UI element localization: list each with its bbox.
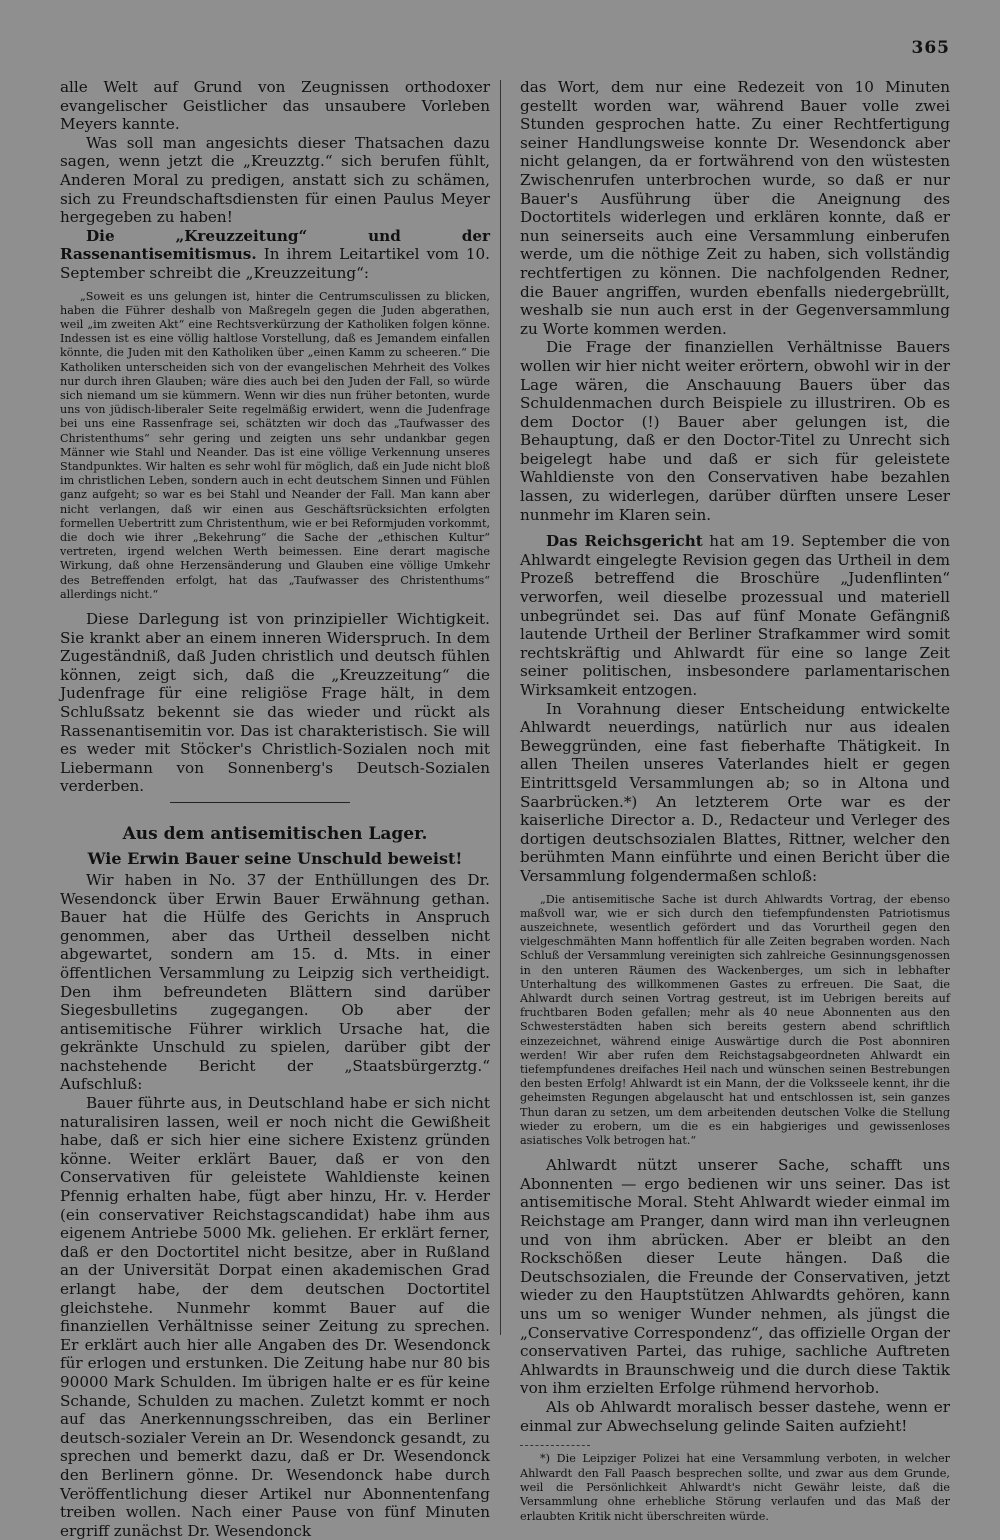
paragraph: Die Frage der finanziellen Verhältnisse Bauers wollen wir hier nicht weiter erörtern, obwohl wir in der Lage wären, die Anschauung Bauers über das Schuldenmachen durch Beispiele zu illustriren. Ob es dem Doctor (!) Bauer aber gelungen ist, die Behauptung, daß er den Doctor-Titel zu Unrecht sich beigelegt habe und daß er sich für geleistete Wahldienste von den Conservativen habe bezahlen lassen, zu widerlegen, darüber dürften unsere Leser nunmehr im Klaren sein. <box>520 338 950 524</box>
paragraph-text: In ihrem Leitartikel vom 10. September schreibt die „Kreuzzeitung“: <box>60 245 491 282</box>
block-quote: „Die antisemitische Sache ist durch Ahlwardts Vortrag, der ebenso maßvoll war, wie er sich durch den tiefempfundensten Patriotismus auszeichnete, wesentlich gefördert und das Vorurtheil gegen den vielgeschmähten Mann hoffentlich für alle Zeiten begraben worden. Nach Schluß der Versammlung vereinigten sich zahlreiche Gesinnungsgenossen in den unteren Räumen des Wackenberges, um sich in lebhafter Unterhaltung des willkommenen Gastes zu erfreuen. Die Saat, die Ahlwardt durch seinen Vortrag gestreut, ist im Uebrigen bereits auf fruchtbaren Boden gefallen; mehr als 40 neue Abonnenten aus den Schwesterstädten haben sich bereits gestern abend schriftlich einzezeichnet, während einige Auswärtige durch die Post abonniren werden! Wir aber rufen dem Reichstagsabgeordneten Ahlwardt ein tiefempfundenes dreifaches Heil nach und wünschen seinen Bestrebungen den besten Erfolg! Ahlwardt ist ein Mann, der die Volksseele kennt, ihr die geheimsten Regungen abgelauscht hat und entschlossen ist, sein ganzes Thun daran zu setzen, um dem arbeitenden deutschen Volke die Stellung wieder zu erobern, um die es ein habgieriges und gewissenloses asiatisches Volk betrogen hat.“ <box>520 892 950 1147</box>
right-column <box>520 78 950 1524</box>
footnote-divider <box>520 1445 590 1446</box>
paragraph: Ahlwardt nützt unserer Sache, schafft uns Abonnenten — ergo bedienen wir uns seiner. Das ist antisemitische Moral. Steht Ahlwardt wieder einmal im Reichstage am Pranger, dann wird man ihn verleugnen und von ihm abrücken. Aber er bleibt an den Rockschößen dieser Leute hängen. Daß die Deutschsozialen, die Freunde der Conservativen, jetzt wieder zu den Hauptstützen Ahlwardts gehören, kann uns um so weniger Wunder nehmen, als jüngst die „Conservative Correspondenz“, das offizielle Organ der conservativen Partei, das ruhige, sachliche Auftreten Ahlwardts in Braunschweig und die durch diese Taktik von ihm erzielten Erfolge rühmend hervorhob. <box>520 1156 950 1398</box>
paragraph: Diese Darlegung ist von prinzipieller Wichtigkeit. Sie krankt aber an einem inneren Widerspruch. In dem Zugeständniß, daß Juden christlich und deutsch fühlen können, zeigt sich, daß die „Kreuzzeitung“ die Judenfrage für eine religiöse Frage hält, in dem Schlußsatz bekennt sie das wieder und rückt als Rassenantisemitin vor. Das ist charakteristisch. Sie will es weder mit Stöcker's Christlich-Sozialen noch mit Liebermann von Sonnenberg's Deutsch-Sozialen verderben. <box>60 610 490 796</box>
paragraph-heading: Die „Kreuzzeitung“ und der Rassenantisemitismus. <box>60 226 490 264</box>
paragraph-heading: Das Reichsgericht <box>546 532 703 551</box>
paragraph: Bauer führte aus, in Deutschland habe er sich nicht naturalisiren lassen, weil er noch nicht die Gewißheit habe, daß er sich hier eine sichere Existenz gründen könne. Weiter erklärt Bauer, daß er von den Conservativen für geleistete Wahldienste keinen Pfennig erhalten habe, fügt aber hinzu, Hr. v. Herder (ein conservativer Reichstagscandidat) habe ihm aus eigenem Antriebe 5000 Mk. geliehen. Er erklärt ferner, daß er den Doctortitel nicht besitze, aber in Rußland an der Universität Dorpat einen akademischen Grad erlangt habe, der dem deutschen Doctortitel gleichstehe. Nunmehr kommt Bauer auf die finanziellen Verhältnisse seiner Zeitung zu sprechen. Er erklärt auch hier alle Angaben des Dr. Wesendonck für erlogen und erstunken. Die Zeitung habe nur 80 bis 90000 Mark Schulden. Im übrigen halte er es für keine Schande, Schulden zu machen. Zuletzt kommt er noch auf das Anerkennungsschreiben, das ein Berliner deutsch-sozialer Verein an Dr. Wesendonck gesandt, zu sprechen und bemerkt dazu, daß er Dr. Wesendonck den Berlinern gönne. Dr. Wesendonck habe durch Veröffentlichung dieser Artikel nur Abonnentenfang treiben wollen. Nach einer Pause von fünf Minuten ergriff zunächst Dr. Wesendonck <box>60 1094 490 1540</box>
page-number: 365 <box>911 38 950 58</box>
paragraph: Was soll man angesichts dieser Thatsachen dazu sagen, wenn jetzt die „Kreuzztg.“ sich berufen fühlt, Anderen Moral zu predigen, anstatt sich zu schämen, sich zu Freundschaftsdiensten für einen Paulus Meyer hergegeben zu haben! <box>60 133 490 227</box>
column-rule <box>500 80 501 1335</box>
paragraph <box>60 227 490 283</box>
paragraph: das Wort, dem nur eine Redezeit von 10 Minuten gestellt worden war, während Bauer volle zwei Stunden gesprochen hatte. Zu einer Rechtfertigung seiner Handlungsweise konnte Dr. Wesendonck aber nicht gelangen, da er fortwährend von den wüstesten Zwischenrufen unterbrochen wurde, so daß er nur Bauer's Ausführung über die Aneignung des Doctortitels widerlegen und erklären konnte, daß er nun seinerseits auch eine Versammlung einberufen werde, um die nöthige Zeit zu haben, sich vollständig rechtfertigen zu können. Die nachfolgenden Redner, die Bauer angriffen, wurden ebenfalls niedergebrüllt, weshalb sie nun auch erst in der Gegenversammlung zu Worte kommen werden. <box>520 78 950 338</box>
block-quote: „Soweit es uns gelungen ist, hinter die Centrumsculissen zu blicken, haben die Führer deshalb von Maßregeln gegen die Juden abgerathen, weil „im zweiten Akt“ eine Rechtsverkürzung der Katholiken folgen könne. Indessen ist es eine völlig haltlose Vorstellung, daß es Jemandem einfallen könnte, die Juden mit den Katholiken über „einen Kamm zu scheeren.“ Die Katholiken unterscheiden sich von der evangelischen Mehrheit des Volkes nur durch ihren Glauben; wäre dies auch bei den Juden der Fall, so würde sich niemand um sie kümmern. Wenn wir dies nun früher betonten, wurde uns von jüdisch-liberaler Seite regelmäßig erwidert, wenn die Judenfrage bei uns eine Rassenfrage sei, schätzten wir doch das „Taufwasser des Christenthums“ sehr gering und zeigten uns sehr undankbar gegen Männer wie Stahl und Neander. Das ist eine völlige Verkennung unseres Standpunktes. Wir halten es sehr wohl für möglich, daß ein Jude nicht bloß im christlichen Leben, sondern auch in echt deutschem Sinnen und Fühlen ganz aufgeht; so war es bei Stahl und Neander der Fall. Man kann aber nicht verlangen, daß wir einen aus Geschäftsrücksichten erfolgten formellen Uebertritt zum Christenthum, wie er bei Reformjuden vorkommt, die doch wie ihrer „Bekehrung“ die Sache der „ethischen Kultur“ vertreten, irgend welchen Werth beimessen. Eine derart magische Wirkung, daß ohne Herzensänderung und Glauben eine völlige Umkehr des Betreffenden erfolgt, hat das „Taufwasser des Christenthums“ allerdings nicht.“ <box>60 289 490 601</box>
left-column <box>60 78 490 1540</box>
paragraph <box>520 532 950 699</box>
subsection-title: Wie Erwin Bauer seine Unschuld beweist! <box>87 848 463 868</box>
paragraph: In Vorahnung dieser Entscheidung entwickelte Ahlwardt neuerdings, natürlich nur aus idealen Beweggründen, eine fast fieberhafte Thätigkeit. In allen Theilen unseres Vaterlandes hielt er gegen Eintrittsgeld Versammlungen ab; so in Altona und Saarbrücken.*) An letzterem Orte war es der kaiserliche Director a. D., Redacteur und Verleger des dortigen deutschsozialen Blattes, Rittner, welcher den berühmten Mann einführte und einen Bericht über die Versammlung folgendermaßen schloß: <box>520 699 950 885</box>
paragraph: Wir haben in No. 37 der Enthüllungen des Dr. Wesendonck über Erwin Bauer Erwähnung gethan. Bauer hat die Hülfe des Gerichts in Anspruch genommen, aber das Urtheil desselben nicht abgewartet, sondern am 15. d. Mts. in einer öffentlichen Versammlung zu Leipzig sich vertheidigt. Den ihm befreundeten Blättern sind darüber Siegesbulletins zugegangen. Ob aber der antisemitische Führer wirklich Ursache hat, die gekränkte Unschuld zu spielen, darüber gibt der nachstehende Bericht der „Staatsbürgerztg.“ Aufschluß: <box>60 870 490 1094</box>
footnote: *) Die Leipziger Polizei hat eine Versammlung verboten, in welcher Ahlwardt den Fall Paasch besprechen sollte, und zwar aus dem Grunde, weil die Persönlichkeit Ahlwardt's nicht Gewähr leiste, daß die Versammlung ohne erhebliche Störung verlaufen und das Maß der erlaubten Kritik nicht überschreiten würde. <box>520 1452 950 1523</box>
paragraph: alle Welt auf Grund von Zeugnissen orthodoxer evangelischer Geistlicher das unsaubere Vorleben Meyers kannte. <box>60 78 490 134</box>
section-title: Aus dem antisemitischen Lager. <box>122 823 428 844</box>
paragraph: Als ob Ahlwardt moralisch besser dastehe, wenn er einmal zur Abwechselung gelinde Saiten aufzieht! <box>520 1397 950 1435</box>
paragraph-text: hat am 19. September die von Ahlwardt eingelegte Revision gegen das Urtheil in dem Prozeß betreffend die Broschüre „Judenflinten“ verworfen, weil dieselbe prozessual und materiell unbegründet sei. Das auf fünf Monate Gefängniß lautende Urtheil der Berliner Strafkammer wird somit rechtskräftig und Ahlwardt für eine so lange Zeit seiner politischen, insbesondere parlamentarischen Wirksamkeit entzogen. <box>520 532 951 699</box>
divider <box>170 802 350 803</box>
